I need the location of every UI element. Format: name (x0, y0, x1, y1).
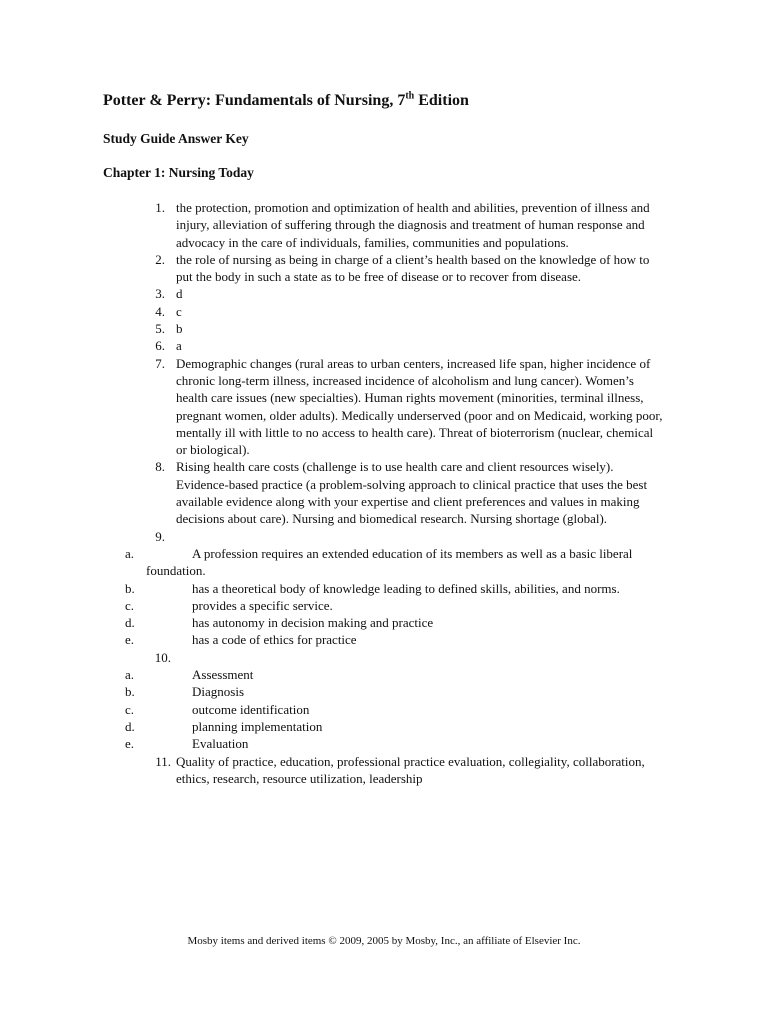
sub-item (0, 597, 768, 614)
copyright-footer: Mosby items and derived items © 2009, 2005 by Mosby, Inc., an affiliate of Elsevier Inc. (187, 935, 581, 947)
item-number: 4. (155, 303, 165, 319)
sub-item-text: planning implementation (192, 718, 323, 734)
answer-list (0, 199, 768, 787)
sub-item-letter: b. (125, 684, 135, 700)
sub-item (0, 580, 768, 597)
sub-item-letter: a. (125, 545, 135, 561)
answer-item (0, 458, 768, 527)
item-text: a (176, 338, 182, 354)
title-superscript: th (405, 90, 415, 102)
answer-item (0, 337, 768, 354)
sub-item-letter: e. (125, 736, 135, 752)
sub-item-text: has a code of ethics for practice (192, 632, 357, 648)
sub-item-text: has autonomy in decision making and practice (192, 615, 434, 631)
sub-item-text: provides a specific service. (192, 597, 333, 613)
answer-item (0, 199, 768, 251)
sub-item-text: Assessment (192, 667, 254, 683)
answer-item (0, 355, 768, 459)
answer-item (0, 285, 768, 302)
sub-item (0, 683, 768, 700)
answer-item (0, 753, 768, 788)
sub-item-letter: d. (125, 718, 135, 734)
sub-item-letter: c. (125, 701, 135, 717)
item-number: 8. (155, 459, 165, 475)
chapter-heading: Chapter 1: Nursing Today (103, 165, 254, 180)
answer-item (0, 649, 768, 666)
sub-item (0, 701, 768, 718)
item-text: b (176, 321, 183, 337)
sub-item-text: has a theoretical body of knowledge leading to defined skills, abilities, and norms. (192, 580, 620, 596)
answer-item (0, 528, 768, 545)
item-number: 7. (155, 355, 165, 371)
item-number: 6. (155, 338, 165, 354)
item-text (176, 528, 666, 545)
item-number: 2. (155, 251, 165, 267)
sub-item-letter: a. (125, 667, 135, 683)
item-number: 5. (155, 321, 165, 337)
sub-item (0, 545, 768, 580)
sub-item-letter: c. (125, 597, 135, 613)
item-number: 1. (155, 200, 165, 215)
sub-item (0, 718, 768, 735)
item-number: 9. (155, 528, 165, 544)
item-text: d (176, 286, 183, 302)
answer-item (0, 303, 768, 320)
item-number: 10. (154, 649, 171, 665)
answer-item (0, 251, 768, 286)
sub-item (0, 666, 768, 683)
sub-item-letter: b. (125, 580, 135, 596)
item-number: 3. (155, 286, 165, 302)
item-number: 11. (155, 753, 171, 769)
answer-item (0, 320, 768, 337)
title-main: Potter & Perry: Fundamentals of Nursing, 7 (103, 92, 406, 109)
document-title (103, 91, 469, 111)
sub-item-text: outcome identification (192, 701, 310, 717)
item-text: the protection, promotion and optimization of health and abilities, prevention of illness and injury, alleviation of suffering through the diagnosis and treatment of human response and advocacy in the care of individuals, families, communities and populations. (176, 200, 650, 250)
sub-item-letter: d. (125, 615, 135, 631)
document-subtitle: Study Guide Answer Key (103, 131, 249, 146)
item-text: Demographic changes (rural areas to urban centers, increased life span, higher incidence of chronic long-term illness, increased incidence of alcoholism and lung cancer). Women’s health care issues (new specialties). Human rights movement (minorities, terminal illness, pregnant women, older adults). Medically underserved (poor and on Medicaid, working poor, mentally ill with little to no access to health care). Threat of bioterrorism (nuclear, chemical or biological). (176, 355, 663, 458)
sub-item-text: A profession requires an extended education of its members as well as a basic liberal foundation. (146, 545, 633, 579)
sub-item-letter: e. (125, 632, 135, 648)
item-text: Rising health care costs (challenge is to use health care and client resources wisely). Evidence-based practice (a problem-solving approach to clinical practice that uses the best available evidence along with your expertise and client preferences and values in making decisions about care). Nursing and biomedical research. Nursing shortage (global). (176, 459, 648, 527)
item-text: the role of nursing as being in charge of a client’s health based on the knowledge of how to put the body in such a state as to be free of disease or to recover from disease. (176, 251, 650, 285)
sub-item-text: Diagnosis (192, 684, 244, 700)
item-text: c (176, 303, 182, 319)
sub-item-text: Evaluation (192, 736, 249, 752)
sub-item (0, 735, 768, 752)
sub-item (0, 614, 768, 631)
sub-item (0, 631, 768, 648)
item-text: Quality of practice, education, professional practice evaluation, collegiality, collaboration, ethics, research, resource utilization, leadership (176, 753, 645, 786)
title-end: Edition (414, 92, 469, 109)
item-text (176, 649, 666, 666)
